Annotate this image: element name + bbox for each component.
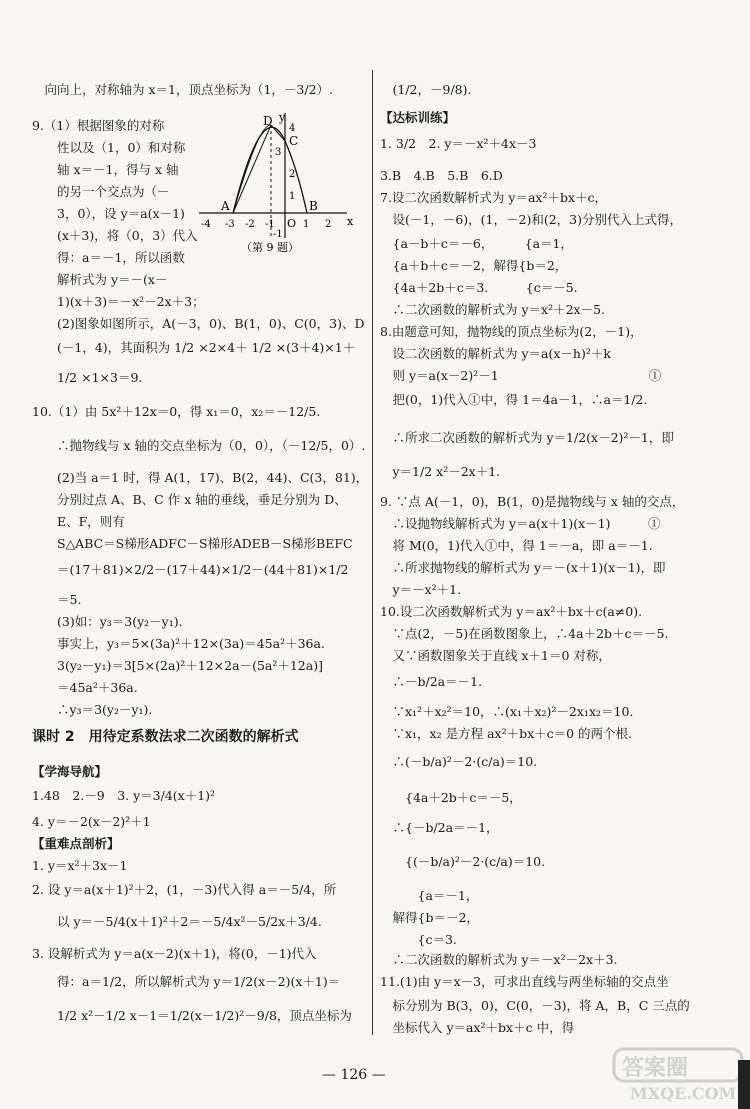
right-line: {c＝3. xyxy=(380,932,457,947)
label-o: O xyxy=(287,217,297,230)
right-line: y＝1/2 x²－2x＋1. xyxy=(380,464,501,479)
tick-y: 4 xyxy=(289,123,296,134)
left-line: (2)当 a＝1 时，得 A(1，17)、B(2，44)、C(3，81)， xyxy=(32,470,369,485)
right-line: 又∵函数图象关于直线 x＋1＝0 对称， xyxy=(380,648,611,663)
tick-x: 1 xyxy=(303,219,310,230)
left-line: 性以及（1，0）和对称 xyxy=(32,140,186,155)
left-line: E、F，则有 xyxy=(32,514,125,529)
left-line: 1/2 x²－1/2 x－1＝1/2(x－1/2)²－9/8，顶点坐标为 xyxy=(32,1008,352,1023)
svg-text:MXQE.COM: MXQE.COM xyxy=(630,1084,737,1103)
left-line: 分别过点 A、B、C 作 x 轴的垂线，垂足分别为 D、 xyxy=(32,492,347,507)
label-a: A xyxy=(221,199,230,213)
right-line: 将 M(0，1)代入①中，得 1＝－a，即 a＝－1. xyxy=(380,538,653,553)
right-line: 则 y＝a(x－2)²－1 ① xyxy=(380,368,662,383)
watermark-logo xyxy=(610,1045,750,1105)
left-line: (2)图象如图所示，A(－3，0)、B(1，0)、C(0，3)、D xyxy=(32,316,365,331)
right-line: ∴{－b/2a＝－1， xyxy=(380,820,499,835)
label-c: C xyxy=(289,134,299,148)
left-line: 9.（1）根据图象的对称 xyxy=(32,118,165,133)
tick-x: -1 xyxy=(265,219,275,230)
tick-y: 3 xyxy=(275,147,282,158)
right-line: {4a＋2b＋c＝－5， xyxy=(380,790,522,805)
right-line: ∴二次函数的解析式为 y＝x²＋2x－5. xyxy=(380,302,606,317)
right-line: ∴－b/2a＝－1. xyxy=(380,674,483,689)
left-line: 4. y＝－2(x－2)²＋1 xyxy=(32,814,151,829)
left-line: ＝45a²＋36a. xyxy=(32,680,138,695)
figure-caption: （第 9 题） xyxy=(241,241,299,253)
watermark-text: 答案圈 xyxy=(622,1055,689,1081)
right-line: 7.设二次函数解析式为 y＝ax²＋bx＋c， xyxy=(380,190,608,205)
left-line: 向向上，对称轴为 x＝1，顶点坐标为（1，－3/2）. xyxy=(32,82,334,97)
right-line: 解得{b＝－2， xyxy=(380,910,479,925)
right-line: {a＋b＋c＝－2，解得{b＝2， xyxy=(380,258,568,273)
right-line: ∵点(2，－5)在函数图象上，∴4a＋2b＋c＝－5. xyxy=(380,626,669,641)
right-line: ∵x₁，x₂ 是方程 ax²＋bx＋c＝0 的两个根. xyxy=(380,726,633,741)
left-line: ∴抛物线与 x 轴的交点坐标为（0，0），（－12/5，0）. xyxy=(32,438,366,453)
left-line: 3，0），设 y＝a(x－1) xyxy=(32,206,185,221)
right-line: 设二次函数的解析式为 y＝a(x－h)²＋k xyxy=(380,346,611,361)
tick-y: -1 xyxy=(273,229,283,240)
left-line: 2. 设 y＝a(x＋1)²＋2，(1，－3)代入得 a＝－5/4，所 xyxy=(32,882,337,897)
right-line: 【达标训练】 xyxy=(380,110,456,125)
left-line: ＝5. xyxy=(32,592,82,607)
right-line: ∴(－b/a)²－2·(c/a)＝10. xyxy=(380,754,538,769)
left-line: 【重难点剖析】 xyxy=(32,836,120,851)
left-line: 事实上，y₃＝5×(3a)²＋12×(3a)＝45a²＋36a. xyxy=(32,636,325,651)
tick-x: -2 xyxy=(245,219,255,230)
right-line: 设(－1，－6)，(1，－2)和(2，3)分别代入上式得， xyxy=(380,212,682,227)
left-line: (x＋3)，将（0，3）代入 xyxy=(32,228,198,243)
left-line: 的另一个交点为（－ xyxy=(32,184,170,199)
tick-x: -3 xyxy=(225,219,235,230)
left-line: 10.（1）由 5x²＋12x＝0，得 x₁＝0，x₂＝－12/5. xyxy=(32,404,321,419)
right-line: 把(0，1)代入①中，得 1＝4a－1，∴a＝1/2. xyxy=(380,392,648,407)
column-divider xyxy=(372,70,373,1035)
left-line: 1.48 2.－9 3. y＝3/4(x＋1)² xyxy=(32,788,216,803)
left-line: ＝(17＋81)×2/2－(17＋44)×1/2－(44＋81)×1/2 xyxy=(32,562,349,577)
tick-x: -4 xyxy=(201,219,211,230)
left-line: 1/2 ×1×3＝9. xyxy=(32,370,143,385)
right-line: ∴设抛物线解析式为 y＝a(x＋1)(x－1) ① xyxy=(380,516,661,531)
left-line: 1)(x＋3)＝－x²－2x＋3； xyxy=(32,294,205,309)
right-line: 标分别为 B(3，0)，C(0，－3)，将 A，B，C 三点的 xyxy=(380,998,690,1013)
page-edge-bar xyxy=(738,1060,750,1109)
parabola-figure xyxy=(197,113,357,253)
right-line: 3.B 4.B 5.B 6.D xyxy=(380,168,503,183)
label-x: x xyxy=(347,215,354,228)
segment-dc xyxy=(271,125,285,141)
page-number: — 126 — xyxy=(322,1067,386,1083)
right-line: 8.由题意可知，抛物线的顶点坐标为(2，－1)， xyxy=(380,324,643,339)
right-line: ∵x₁²＋x₂²＝10，∴(x₁＋x₂)²－2x₁x₂＝10. xyxy=(380,704,634,719)
tick-x: 2 xyxy=(325,219,332,230)
left-line: 【学海导航】 xyxy=(32,764,108,779)
left-line: (3)如：y₃＝3(y₂－y₁). xyxy=(32,614,183,629)
right-line: 10.设二次函数解析式为 y＝ax²＋bx＋c(a≠0). xyxy=(380,604,643,619)
right-line: {a－b＋c＝－6， {a＝1， xyxy=(380,236,573,251)
tick-y: 2 xyxy=(289,169,296,180)
left-line: 轴 x＝－1，得与 x 轴 xyxy=(32,162,179,177)
right-line: 11.(1)由 y＝x－3，可求出直线与两坐标轴的交点坐 xyxy=(380,974,669,989)
right-line: (1/2，－9/8). xyxy=(380,82,472,97)
left-line: 课时 2 用待定系数法求二次函数的解析式 xyxy=(32,729,299,745)
right-line: 1. 3/2 2. y＝－x²＋4x－3 xyxy=(380,136,537,151)
right-line: {a＝－1， xyxy=(380,888,479,903)
right-line: 9. ∵点 A(－1，0)，B(1，0)是抛物线与 x 轴的交点， xyxy=(380,494,685,509)
label-y: y xyxy=(279,113,286,124)
right-line: ∴所求二次函数的解析式为 y＝1/2(x－2)²－1，即 xyxy=(380,430,674,445)
left-line: (－1，4)，其面积为 1/2 ×2×4＋ 1/2 ×(3＋4)×1＋ xyxy=(32,340,356,355)
left-line: ∴y₃＝3(y₂－y₁). xyxy=(32,702,153,717)
right-line: {4a＋2b＋c＝3. {c＝－5. xyxy=(380,280,578,295)
right-line: ∴所求抛物线的解析式为 y＝－(x＋1)(x－1)，即 xyxy=(380,560,666,575)
label-b: B xyxy=(309,199,318,213)
left-line: 1. y＝x²＋3x－1 xyxy=(32,858,128,873)
left-line: 3. 设解析式为 y＝a(x－2)(x＋1)，将(0，－1)代入 xyxy=(32,946,317,961)
left-line: S△ABC＝S梯形ADFC－S梯形ADEB－S梯形BEFC xyxy=(32,536,353,551)
left-line: 解析式为 y＝－(x－ xyxy=(32,272,168,287)
right-line: {(－b/a)²－2·(c/a)＝10. xyxy=(380,854,546,869)
left-line: 3(y₂－y₁)＝3[5×(2a)²＋12×2a－(5a²＋12a)] xyxy=(32,658,323,673)
label-d: D xyxy=(263,114,273,128)
left-line: 得：a＝－1，所以函数 xyxy=(32,250,185,265)
right-line: 坐标代入 y＝ax²＋bx＋c 中，得 xyxy=(380,1020,575,1035)
left-line: 以 y＝－5/4(x＋1)²＋2＝－5/4x²－5/2x＋3/4. xyxy=(32,914,322,929)
tick-y: 1 xyxy=(289,191,296,202)
segment-ad xyxy=(233,125,271,213)
right-line: ∴二次函数的解析式为 y＝－x²－2x＋3. xyxy=(380,952,618,967)
right-line: y＝－x²＋1. xyxy=(380,582,462,597)
left-line: 得：a＝1/2，所以解析式为 y＝1/2(x－2)(x＋1)＝ xyxy=(32,974,341,989)
